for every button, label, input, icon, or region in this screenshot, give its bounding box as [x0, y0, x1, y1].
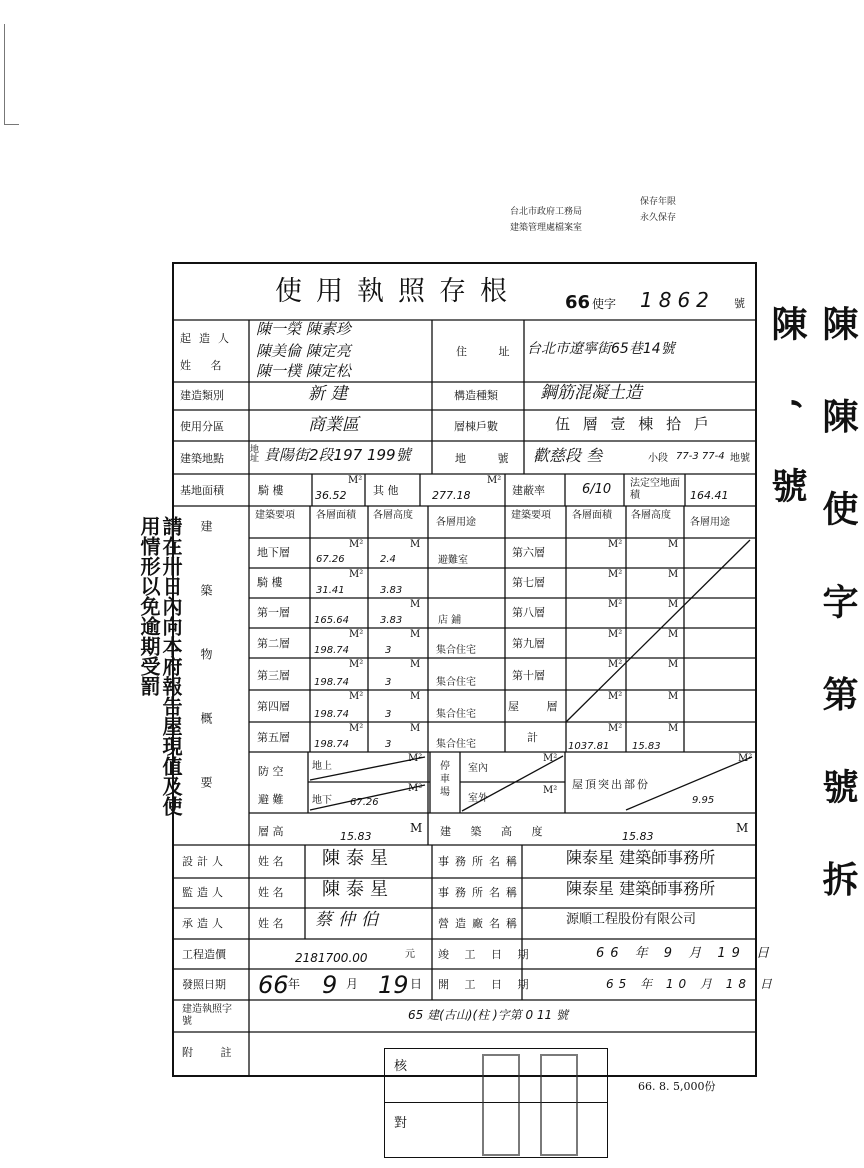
lot-suffix: 地號	[730, 453, 750, 464]
permit-year: 66	[565, 292, 591, 313]
match-label: 對	[394, 1116, 408, 1131]
left-floor-area: 198.74	[314, 739, 349, 750]
stamp-text-1: 台北市政府工務局	[510, 207, 583, 217]
floor-height-unit: M	[410, 821, 423, 835]
check-label: 核	[394, 1059, 408, 1074]
left-floor-height: 3	[385, 677, 392, 688]
start-label: 開 工 日 期	[438, 978, 535, 991]
issue-year-unit: 年	[288, 977, 301, 991]
permit-value: 65 建(古山)(柱 )字第 0 11 號	[408, 1008, 568, 1022]
open-value: 164.41	[690, 489, 729, 502]
issue-month-unit: 月	[346, 977, 359, 991]
left-floor-area: 198.74	[314, 677, 349, 688]
header-area-right: 各層面積	[572, 510, 612, 521]
unit-m2: M²	[349, 569, 364, 580]
stamp-text-3: 保存年限	[640, 197, 677, 207]
type-label: 建造類別	[180, 389, 224, 402]
contractor-name: 蔡仲伯	[315, 910, 384, 930]
site-value: 貴陽街2段197 199號	[264, 446, 411, 464]
right-floor-name: 第八層	[512, 606, 545, 619]
struct-label: 構造種類	[454, 389, 498, 402]
unit-m: M	[410, 629, 421, 640]
unit-m: M	[668, 599, 679, 610]
outdoor-label: 室外	[468, 793, 488, 804]
left-floor-height: 3.83	[380, 585, 403, 596]
unit-m2: M²	[608, 599, 623, 610]
designer-office: 陳泰星 建築師事務所	[566, 848, 716, 867]
print-info: 66. 8. 5,000份	[638, 1080, 716, 1093]
unit-m2: M²	[608, 659, 623, 670]
left-floor-use: 集合住宅	[436, 709, 476, 720]
left-floor-height: 3.83	[380, 615, 403, 626]
unit-m2: M²	[349, 539, 364, 550]
roof-unit: M²	[738, 753, 753, 764]
supervisor-office: 陳泰星 建築師事務所	[566, 879, 716, 898]
type-value: 新 建	[308, 384, 348, 404]
lot-section: 歡慈段 叁	[533, 446, 603, 465]
unit-m: M	[668, 539, 679, 550]
permit-number: 1862	[640, 288, 715, 312]
address-value: 台北市遼寧街65巷14號	[527, 341, 675, 357]
finish-value: 66 年 9 月 19 日	[596, 946, 776, 961]
floors-label: 層棟戶數	[454, 420, 498, 433]
unit-m2: M²	[349, 629, 364, 640]
parking-unit: M²	[543, 785, 558, 796]
unit-m: M	[410, 599, 421, 610]
cost-label: 工程造價	[182, 948, 226, 961]
other-unit: M²	[487, 475, 502, 486]
supervisor-name-label: 姓 名	[258, 886, 284, 899]
note-label: 附 註	[182, 1046, 244, 1059]
roof-value: 9.95	[692, 795, 715, 806]
other-label: 其 他	[373, 484, 399, 497]
unit-m: M	[410, 659, 421, 670]
left-floor-name: 地下層	[257, 546, 290, 559]
left-floor-use: 集合住宅	[436, 739, 476, 750]
roof-label: 屋頂突出部份	[572, 778, 650, 791]
struct-value: 鋼筋混凝土造	[540, 383, 642, 403]
right-floor-name: 第七層	[512, 576, 545, 589]
issue-day-unit: 日	[410, 977, 423, 991]
left-floor-name: 第三層	[257, 669, 290, 682]
designer-office-label: 事務所名稱	[438, 855, 523, 868]
floor-height-label: 層 高	[258, 825, 284, 838]
left-floor-use: 避難室	[438, 555, 468, 566]
unit-m2: M²	[608, 691, 623, 702]
margin-note-text: 請在卅日內向本府報告屋現值及使用情形以免逾期受罰	[137, 516, 183, 816]
permit-label: 建造執照字 號	[182, 1004, 232, 1027]
site-label: 建築地點	[180, 452, 224, 465]
unit-m2: M²	[608, 569, 623, 580]
unit-m2: M²	[608, 629, 623, 640]
bldg-height-value: 15.83	[622, 830, 654, 843]
other-value: 277.18	[432, 489, 471, 502]
right-floor-name: 屋 層	[508, 700, 570, 713]
permit-word: 使字	[592, 297, 617, 311]
contractor-name-label: 姓 名	[258, 917, 284, 930]
unit-m: M	[668, 723, 679, 734]
area-label: 基地面積	[180, 484, 224, 497]
unit-m2: M²	[349, 691, 364, 702]
right-floor-name: 第六層	[512, 546, 545, 559]
unit-m: M	[668, 569, 679, 580]
left-floor-height: 3	[385, 645, 392, 656]
left-floor-area: 165.64	[314, 615, 349, 626]
coverage-value: 6/10	[582, 482, 612, 497]
finish-label: 竣 工 日 期	[438, 948, 535, 961]
unit-m2: M²	[608, 723, 623, 734]
unit-m: M	[668, 629, 679, 640]
unit-m: M	[410, 723, 421, 734]
unit-m: M	[668, 659, 679, 670]
right-stamp	[762, 305, 859, 1005]
check-stamp-1	[482, 1054, 520, 1156]
contractor-company: 源順工程股份有限公司	[566, 912, 697, 927]
above-label: 地上	[312, 761, 332, 772]
unit-m: M	[668, 691, 679, 702]
address-label: 住 址	[456, 345, 524, 358]
unit-m2: M²	[608, 539, 623, 550]
supervisor-label: 監造人	[182, 886, 227, 899]
total-area: 1037.81	[568, 741, 610, 752]
evac-label: 避 難	[258, 793, 284, 806]
header-use-left: 各層用途	[436, 517, 476, 528]
owner-name-3: 陳一樸 陳定松	[256, 362, 351, 380]
unit-m2: M²	[349, 659, 364, 670]
site-sub: 地址	[250, 445, 260, 464]
issue-day: 19	[378, 971, 409, 999]
owner-label: 起造人	[180, 332, 237, 345]
right-floor-name: 第九層	[512, 637, 545, 650]
left-floor-use: 集合住宅	[436, 677, 476, 688]
left-floor-name: 第四層	[257, 700, 290, 713]
below-value: 67.26	[350, 797, 379, 808]
left-floor-name: 第二層	[257, 637, 290, 650]
building-side-label	[200, 520, 220, 840]
bldg-height-unit: M	[736, 821, 749, 835]
shelter-unit: M²	[408, 753, 423, 764]
header-item-right: 建築要項	[511, 510, 551, 521]
left-floor-area: 31.41	[316, 585, 345, 596]
coverage-label: 建蔽率	[512, 484, 545, 497]
indoor-label: 室內	[468, 763, 488, 774]
total-label: 計	[527, 731, 538, 744]
left-floor-name: 第五層	[257, 731, 290, 744]
unit-m: M	[410, 539, 421, 550]
left-floor-use: 店 鋪	[438, 615, 462, 626]
issue-month: 9	[322, 971, 338, 999]
lot-label: 地 號	[455, 452, 523, 465]
floors-value: 伍 層 壹 棟 拾 戶	[555, 415, 713, 433]
parking-unit: M²	[543, 753, 558, 764]
designer-name: 陳泰星	[322, 848, 394, 869]
start-value: 65 年 10 月 18 日	[606, 977, 777, 991]
left-floor-name: 第一層	[257, 606, 290, 619]
contractor-label: 承造人	[182, 917, 227, 930]
use-label: 使用分區	[180, 420, 224, 433]
owner-name-1: 陳一榮 陳素珍	[256, 320, 351, 338]
arcade-label: 騎 樓	[258, 484, 284, 497]
supervisor-office-label: 事務所名稱	[438, 886, 523, 899]
issue-year: 66	[258, 971, 289, 999]
margin-note	[138, 516, 188, 826]
arcade-value: 36.52	[315, 489, 347, 502]
supervisor-name: 陳泰星	[322, 879, 394, 900]
left-floor-height: 2.4	[380, 554, 396, 565]
form-title: 使用執照存根	[275, 276, 521, 307]
total-height: 15.83	[632, 741, 661, 752]
stamp-text-2: 建築管理處檔案室	[510, 223, 583, 233]
building-side-text: 建築物概要	[199, 520, 213, 840]
cost-unit: 元	[405, 949, 415, 960]
header-area-left: 各層面積	[316, 510, 356, 521]
header-height-left: 各層高度	[373, 510, 413, 521]
lot-numbers: 77-3 77-4	[676, 451, 725, 462]
unit-m2: M²	[349, 723, 364, 734]
issue-label: 發照日期	[182, 978, 226, 991]
unit-m: M	[410, 691, 421, 702]
left-floor-name: 騎 樓	[257, 576, 283, 589]
arcade-unit: M²	[348, 475, 363, 486]
header-height-right: 各層高度	[631, 510, 671, 521]
left-floor-area: 198.74	[314, 709, 349, 720]
lot-subsection: 小段	[648, 453, 668, 464]
permit-suffix: 號	[734, 297, 745, 310]
designer-label: 設計人	[182, 855, 227, 868]
left-floor-area: 67.26	[316, 554, 345, 565]
open-label: 法定空地面積	[630, 478, 680, 501]
check-stamp-2	[540, 1054, 578, 1156]
owner-label-2: 姓 名	[180, 359, 230, 372]
right-stamp-text: 陳 陳 使 字 第 號 拆 陳 ‘ 號	[766, 305, 859, 919]
parking-label: 停車場	[440, 761, 450, 798]
below-label: 地下	[312, 795, 332, 806]
owner-name-2: 陳美倫 陳定亮	[256, 342, 351, 360]
left-floor-use: 集合住宅	[436, 645, 476, 656]
bldg-height-label: 建 築 高 度	[440, 825, 551, 838]
evac-unit: M²	[408, 783, 423, 794]
shelter-label: 防 空	[258, 765, 284, 778]
left-floor-height: 3	[385, 709, 392, 720]
right-floor-name: 第十層	[512, 669, 545, 682]
left-floor-height: 3	[385, 739, 392, 750]
cost-value: 2181700.00	[295, 951, 368, 965]
floor-height-value: 15.83	[340, 830, 372, 843]
use-value: 商業區	[308, 415, 359, 435]
header-use-right: 各層用途	[690, 517, 730, 528]
designer-name-label: 姓 名	[258, 855, 284, 868]
left-floor-area: 198.74	[314, 645, 349, 656]
header-item-left: 建築要項	[255, 510, 295, 521]
stamp-text-4: 永久保存	[640, 213, 677, 223]
contractor-factory-label: 營造廠名稱	[438, 917, 523, 930]
